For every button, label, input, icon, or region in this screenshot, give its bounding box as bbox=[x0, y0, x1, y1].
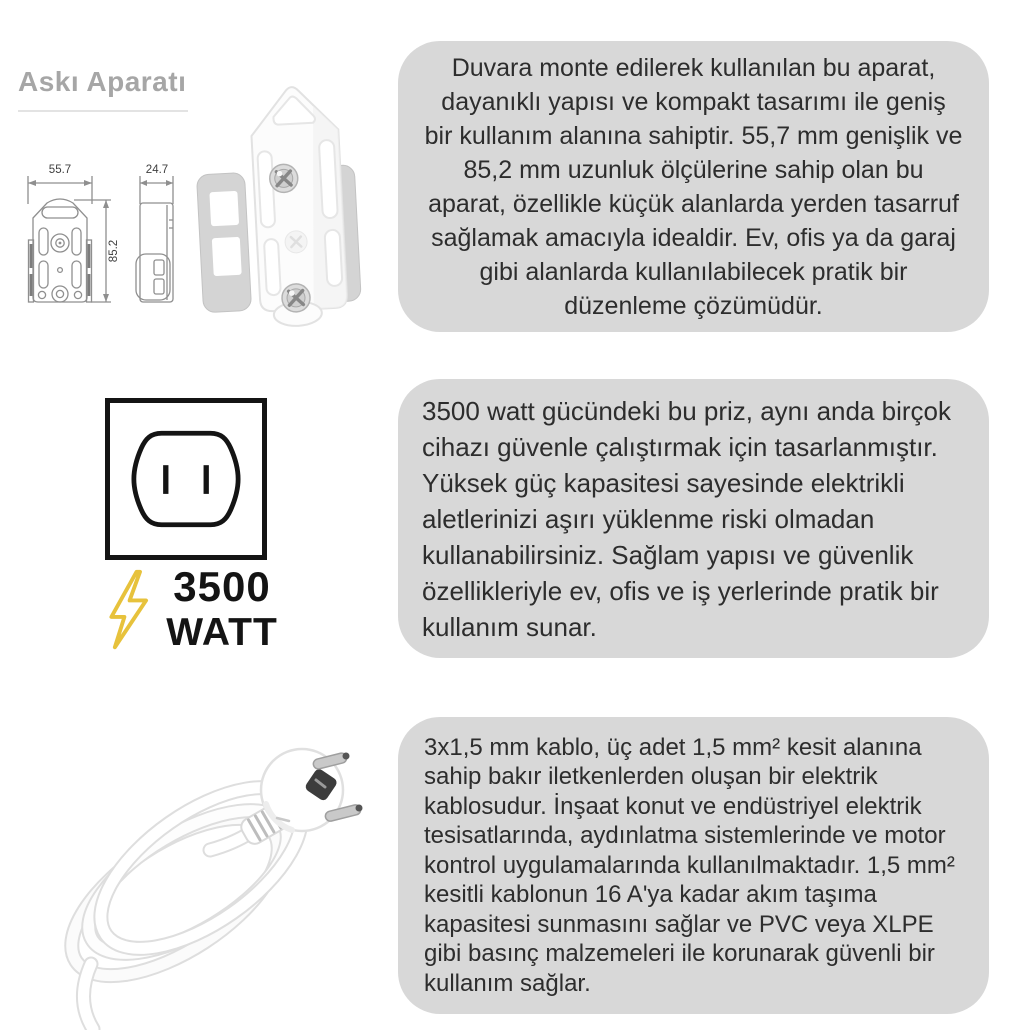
technical-drawing bbox=[12, 156, 194, 322]
dimension-height-label: 85.2 bbox=[108, 239, 120, 263]
mount-description-text: Duvara monte edilerek kullanılan bu aparat, dayanıklı yapısı ve kompakt tasarımı ile geniş bir kullanım alanına sahiptir. 55,7 mm genişlik ve 85,2 mm uzunluk ölçülerine sahip olan bu aparat, özellikle küçük alanlarda yerden tasarruf sağlamak amacıyla idealdir. Ev, ofis ya da garaj gibi alanlarda kullanılabilecek pratik bir düzenleme çözümüdür. bbox=[424, 53, 963, 320]
cable-photo bbox=[25, 712, 390, 1030]
bracket-render-image bbox=[192, 72, 397, 337]
outlet-icon bbox=[126, 429, 246, 529]
lightning-icon bbox=[101, 566, 153, 654]
dimension-depth-label: 24.7 bbox=[145, 164, 169, 176]
power-description-bubble bbox=[398, 379, 989, 658]
power-value: 3500 bbox=[173, 563, 271, 610]
section-title-aski-aparati: Askı Aparatı bbox=[18, 66, 187, 97]
cable-description-bubble bbox=[398, 717, 989, 1014]
mount-description-bubble bbox=[398, 41, 989, 332]
title-underline bbox=[18, 110, 188, 112]
power-unit: WATT bbox=[166, 611, 278, 654]
cable-description-text: 3x1,5 mm kablo, üç adet 1,5 mm² kesit alanına sahip bakır iletkenlerden oluşan bir elektrik kablosudur. İnşaat konut ve endüstriyel elektrik tesisatlarında, aydınlatma sistemlerinde ve motor kontrol uygulamalarında kullanılmaktadır. 1,5 mm² kesitli kablonun 16 A'ya kadar akım taşıma kapasitesi sunmasını sağlar ve PVC veya XLPE gibi basınç malzemeleri ile korunarak güvenli bir kullanım sağlar. bbox=[424, 733, 955, 997]
power-rating bbox=[164, 564, 280, 656]
outlet-icon-frame bbox=[105, 398, 267, 560]
dimension-width-label: 55.7 bbox=[48, 164, 72, 176]
power-description-text: 3500 watt gücündeki bu priz, aynı anda birçok cihazı güvenle çalıştırmak için tasarlanmıştır. Yüksek güç kapasitesi sayesinde elektrikli aletlerinizi aşırı yüklenme riski olmadan kullanabilirsiniz. Sağlam yapısı ve güvenlik özellikleriyle ev, ofis ve iş yerlerinde pratik bir kullanım sunar. bbox=[422, 395, 952, 642]
